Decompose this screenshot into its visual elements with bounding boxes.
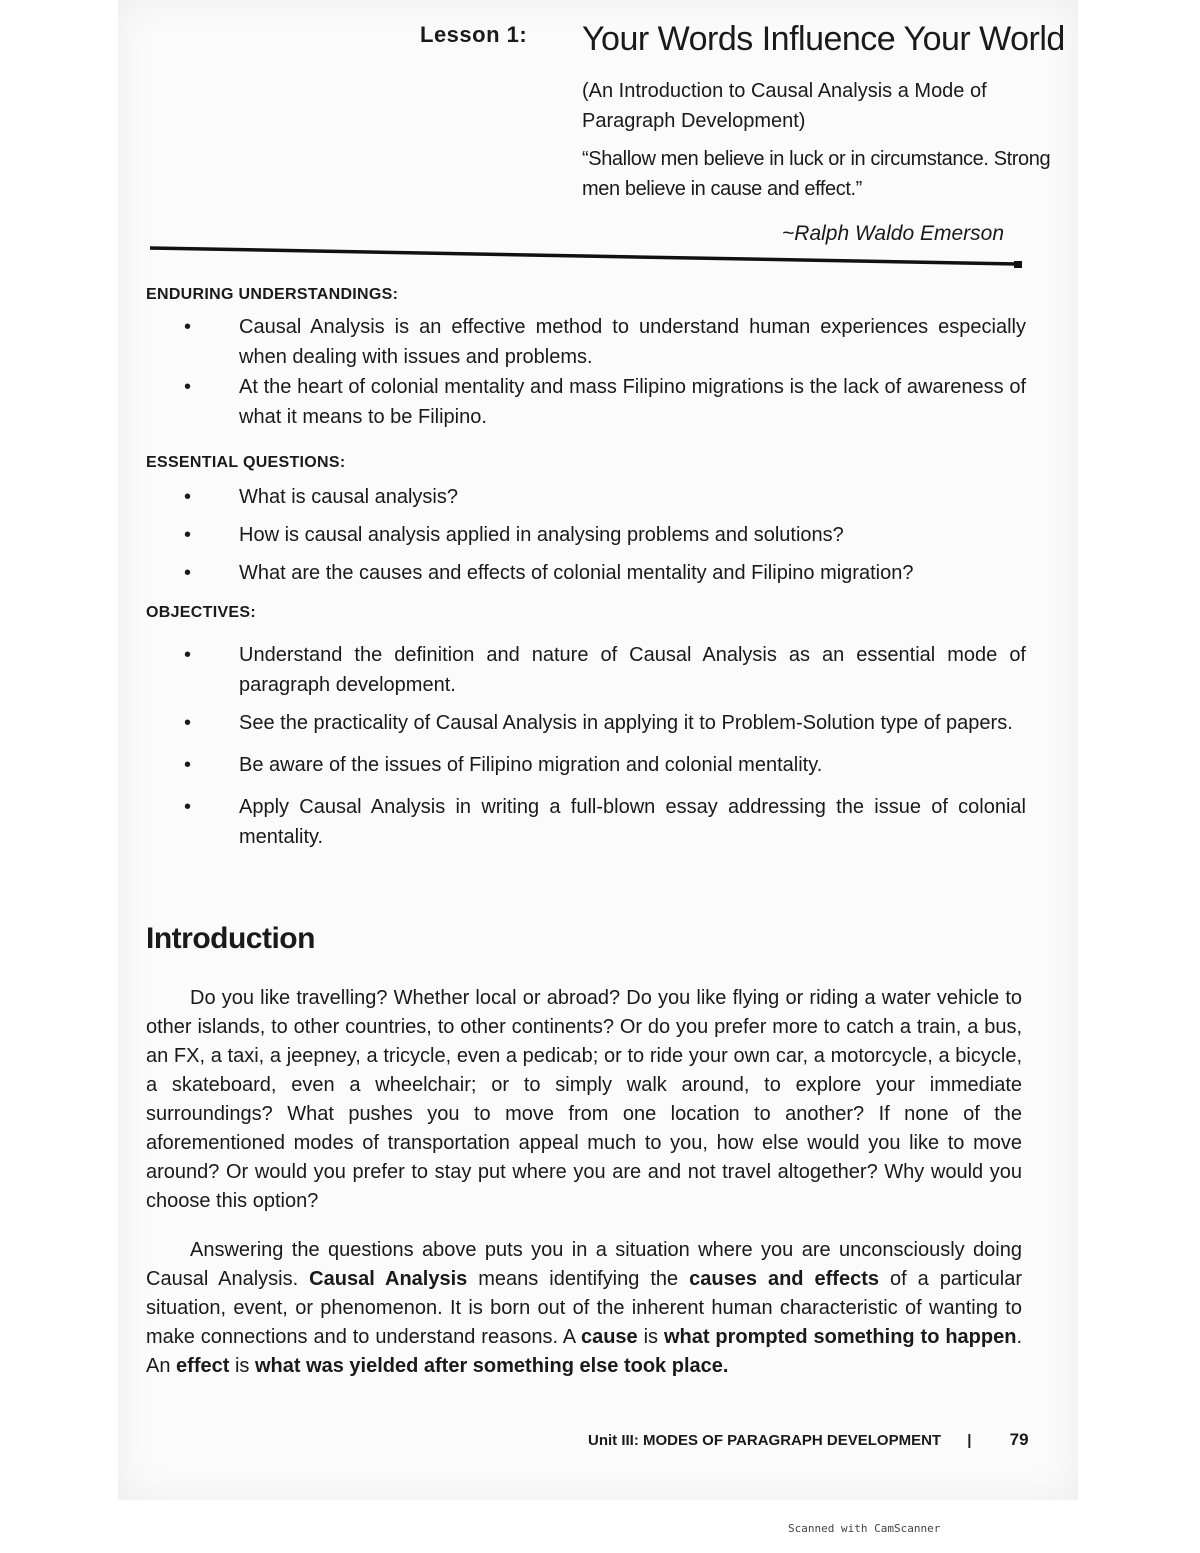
footer-section: MODES OF PARAGRAPH DEVELOPMENT — [643, 1432, 942, 1449]
list-item: • How is causal analysis applied in analysing problems and solutions? — [184, 524, 844, 546]
list-item-text: Be aware of the issues of Filipino migration and colonial mentality. — [239, 754, 823, 776]
list-item: • Apply Causal Analysis in writing a full-blown essay addressing the issue of colonial mentality. — [184, 796, 1026, 848]
objectives-list — [146, 640, 1026, 852]
list-item: • Causal Analysis is an effective method to understand human experiences especially when dealing with issues and problems. — [184, 316, 1026, 368]
introduction-paragraph-1 — [146, 984, 1022, 1216]
lesson-label: Lesson 1: — [420, 22, 528, 47]
term-effect: effect — [176, 1355, 230, 1377]
objectives-heading: OBJECTIVES: — [146, 604, 256, 621]
essential-list — [146, 482, 1026, 588]
list-item: • At the heart of colonial mentality and mass Filipino migrations is the lack of awareness of what it means to be Filipino. — [184, 376, 1026, 428]
list-item: • What is causal analysis? — [184, 486, 458, 508]
paragraph-text: is — [229, 1355, 255, 1377]
enduring-list — [146, 312, 1026, 432]
cause-definition: what prompted something to happen — [663, 1326, 1017, 1348]
page-footer — [588, 1430, 1028, 1450]
paragraph-text: Do you like travelling? Whether local or abroad? Do you like flying or riding a water vehicle to other islands, to other countries, to other continents? Or do you prefer more to catch a train, a bus, an FX, a taxi, a jeepney, a tricycle, even a pedicab; or to ride your own car, a motorcycle, a bicycle, a skateboard, even a wheelchair; or to simply walk around, to explore your immediate surroundings? What pushes you to move from one location to another? If none of the aforementioned modes of transportation appeal much to you, how else would you like to move around? Or would you prefer to stay put where you are and not travel altogether? Why would you choose this option? — [146, 987, 1022, 1212]
footer-separator: | — [967, 1432, 972, 1449]
paragraph-text: of a particular situation, event, or phenomenon. It is born out of the inherent human characteristic of wanting to make connections and to understand reasons. A — [146, 1268, 1023, 1348]
term-causal-analysis: Causal Analysis — [309, 1268, 468, 1290]
list-item-text: How is causal analysis applied in analysing problems and solutions? — [239, 524, 844, 546]
list-item-text: Causal Analysis is an effective method to understand human experiences especially when dealing with issues and problems. — [239, 316, 1026, 368]
list-item: • Be aware of the issues of Filipino migration and colonial mentality. — [184, 754, 823, 776]
term-cause: cause — [580, 1326, 638, 1348]
quote-author: ~Ralph Waldo Emerson — [782, 222, 1004, 245]
introduction-paragraph-2 — [146, 1236, 1022, 1381]
paragraph-text: is — [637, 1326, 664, 1348]
introduction-heading: Introduction — [146, 922, 315, 955]
epigraph-quote: “Shallow men believe in luck or in circumstance. Strong men believe in cause and effect.” — [582, 148, 1051, 200]
lesson-subtitle: (An Introduction to Causal Analysis a Mode of Paragraph Development) — [582, 80, 987, 132]
list-item-text: At the heart of colonial mentality and mass Filipino migrations is the lack of awareness of what it means to be Filipino. — [239, 376, 1026, 428]
paragraph-text: Answering the questions above puts you in a situation where you are unconsciously doing Causal Analysis. — [146, 1239, 1022, 1290]
list-item: • See the practicality of Causal Analysis in applying it to Problem-Solution type of papers. — [184, 712, 1013, 734]
page-number: 79 — [1009, 1430, 1029, 1449]
effect-definition: what was yielded after something else took place. — [254, 1355, 729, 1377]
lesson-title: Your Words Influence Your World — [582, 20, 1065, 58]
enduring-heading: ENDURING UNDERSTANDINGS: — [146, 286, 399, 303]
term-causes-and-effects: causes and effects — [689, 1268, 879, 1290]
list-item: • What are the causes and effects of colonial mentality and Filipino migration? — [184, 562, 914, 584]
header-divider-rule — [148, 242, 1028, 272]
list-item-text: Apply Causal Analysis in writing a full-blown essay addressing the issue of colonial mentality. — [239, 796, 1026, 848]
list-item-text: What is causal analysis? — [239, 486, 458, 508]
scanner-watermark: Scanned with CamScanner — [788, 1522, 941, 1535]
list-item-text: Understand the definition and nature of Causal Analysis as an essential mode of paragraph development. — [239, 644, 1026, 696]
list-item: • Understand the definition and nature of Causal Analysis as an essential mode of paragraph development. — [184, 644, 1026, 696]
list-item-text: What are the causes and effects of colonial mentality and Filipino migration? — [239, 562, 914, 584]
footer-unit: Unit III: — [588, 1432, 639, 1449]
essential-heading: ESSENTIAL QUESTIONS: — [146, 454, 346, 471]
list-item-text: See the practicality of Causal Analysis in applying it to Problem-Solution type of papers. — [239, 712, 1013, 734]
paragraph-text: means identifying the — [467, 1268, 690, 1290]
paragraph-text: . An — [146, 1326, 1022, 1377]
